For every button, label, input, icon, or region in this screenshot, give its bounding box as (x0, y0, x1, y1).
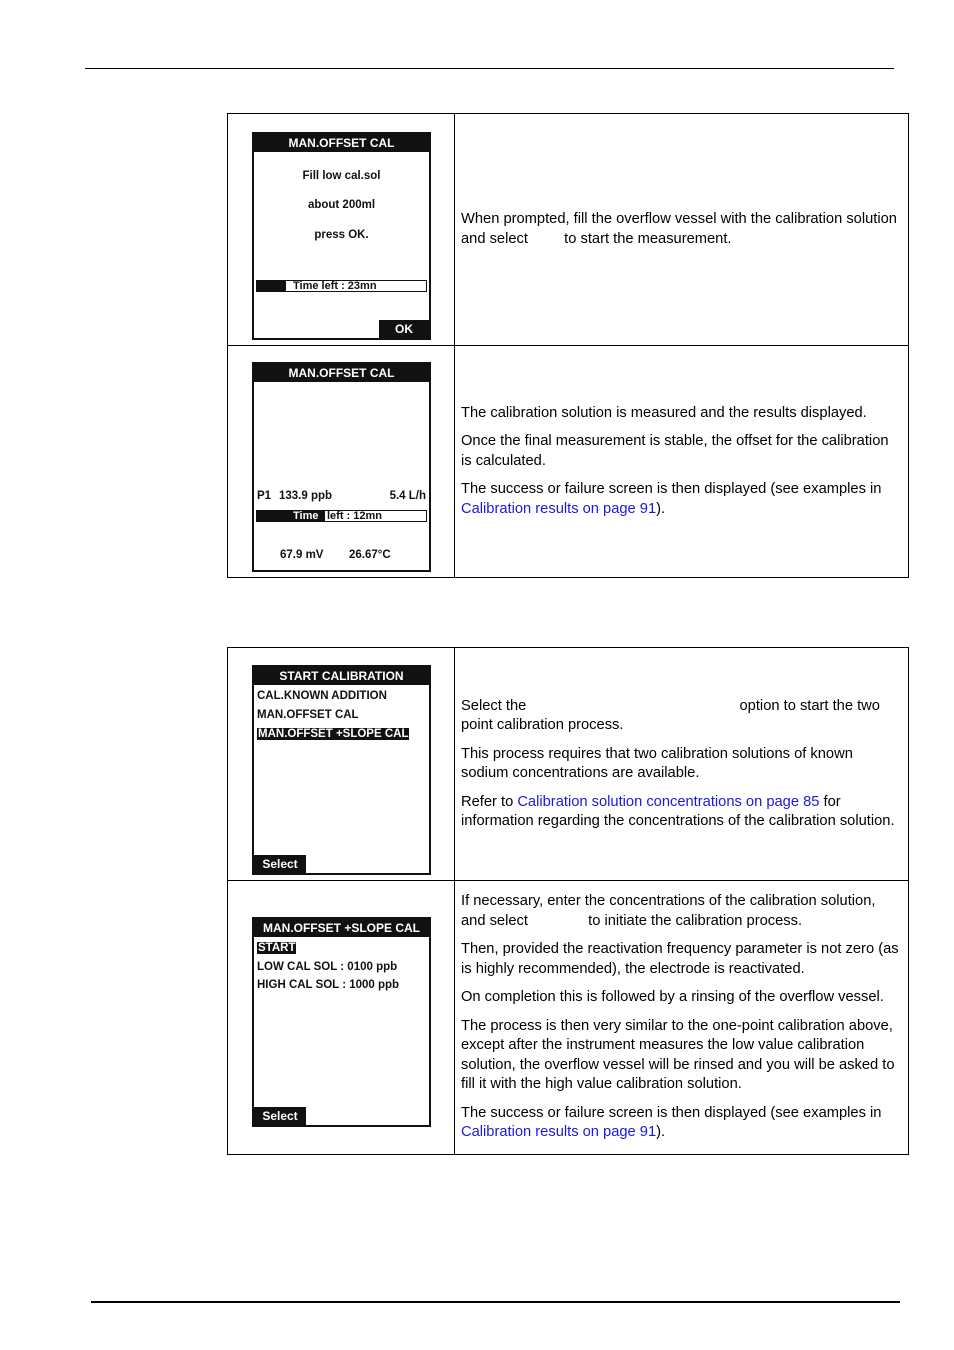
screen-title: MAN.OFFSET CAL (254, 134, 429, 152)
screen-cell (228, 114, 455, 346)
menu-item-known-addition[interactable]: CAL.KNOWN ADDITION (257, 690, 387, 702)
instruction-paragraph: Then, provided the reactivation frequency parameter is not zero (as is highly recommended), the electrode is reactivated. (461, 941, 899, 977)
instruction-text: Refer to (461, 793, 518, 810)
instruction-text: for information regarding the concentrations of the calibration solution. (461, 793, 895, 829)
instruction-text: to initiate the calibration process. (588, 912, 803, 929)
instruction-text: ). (656, 500, 666, 517)
device-screen-measure (252, 362, 431, 572)
instruction-paragraph: The calibration solution is measured and the results displayed. (461, 404, 867, 421)
instruction-cell (455, 881, 909, 1155)
flow-value: 5.4 L/h (389, 490, 426, 502)
calibration-results-link[interactable]: Calibration results on page 91 (461, 500, 657, 517)
select-softkey[interactable]: Select (254, 1107, 306, 1125)
screen-title: MAN.OFFSET CAL (254, 364, 429, 382)
table-row (228, 881, 909, 1155)
screen-line: Fill low cal.sol (302, 170, 381, 182)
instruction-paragraph: On completion this is followed by a rinsing of the overflow vessel. (461, 989, 884, 1006)
instruction-paragraph: This process requires that two calibration solutions of known sodium concentrations are available. (461, 745, 853, 781)
calibration-results-link[interactable]: Calibration results on page 91 (461, 1124, 657, 1141)
instruction-paragraph (461, 1104, 900, 1143)
time-left-text: Time (293, 510, 319, 522)
reading-value: 133.9 ppb (279, 490, 333, 502)
select-softkey[interactable]: Select (254, 855, 306, 873)
ok-softkey[interactable]: OK (379, 320, 429, 338)
low-cal-sol-field[interactable]: LOW CAL SOL : 0100 ppb (257, 961, 398, 973)
instruction-text: option to start the two point calibration process. (461, 697, 880, 733)
screen-cell (228, 648, 455, 881)
mv-value: 67.9 mV (280, 549, 324, 561)
footer-rule (91, 1301, 900, 1303)
offset-slope-cal-steps-table (227, 647, 909, 1155)
instruction-paragraph (461, 480, 900, 519)
menu-item-offset-cal[interactable]: MAN.OFFSET CAL (257, 709, 359, 721)
instruction-paragraph (461, 697, 900, 736)
table-row (228, 648, 909, 881)
instruction-text: When prompted, fill the overflow vessel with the calibration solution and select (461, 211, 897, 247)
high-cal-sol-field[interactable]: HIGH CAL SOL : 1000 ppb (257, 979, 400, 991)
time-left-bar (256, 280, 427, 292)
instruction-text: Select the (461, 697, 527, 714)
screen-line: about 200ml (307, 199, 376, 211)
offset-cal-steps-table (227, 113, 909, 578)
instruction-paragraph: The process is then very similar to the one-point calibration above, except after the instrument measures the low value calibration solution, the overflow vessel will be rinsed and you will be asked to fill it with the high value calibration solution. (461, 1017, 895, 1093)
time-left-text: left : 12mn (327, 510, 383, 522)
instruction-paragraph (461, 210, 900, 249)
screen-title: START CALIBRATION (254, 667, 429, 685)
instruction-paragraph (461, 793, 900, 832)
instruction-text: to start the measurement. (564, 230, 732, 247)
instruction-cell (455, 346, 909, 578)
instruction-text: The success or failure screen is then displayed (see examples in (461, 1104, 882, 1121)
instruction-text: The success or failure screen is then displayed (see examples in (461, 481, 882, 498)
header-rule (85, 68, 894, 69)
table-row (228, 346, 909, 578)
temperature-value: 26.67°C (349, 549, 391, 561)
instruction-cell (455, 648, 909, 881)
menu-item-offset-slope-cal[interactable]: MAN.OFFSET +SLOPE CAL (258, 728, 409, 740)
table-row (228, 114, 909, 346)
screen-cell (228, 346, 455, 578)
screen-cell (228, 881, 455, 1155)
device-screen-offset-slope (252, 917, 431, 1127)
reading-label: P1 (257, 490, 272, 502)
time-left-bar (256, 510, 427, 522)
screen-line: press OK. (314, 229, 369, 241)
start-option[interactable]: START (258, 942, 296, 954)
time-progress-fill (257, 281, 286, 291)
device-screen-start-cal (252, 665, 431, 875)
time-left-text: Time left : 23mn (293, 280, 377, 292)
instruction-paragraph (461, 892, 900, 931)
device-screen-fill (252, 132, 431, 340)
instruction-text: If necessary, enter the concentrations of the calibration solution, and select (461, 893, 876, 929)
instruction-paragraph: Once the final measurement is stable, the offset for the calibration is calculated. (461, 433, 889, 469)
calibration-concentrations-link[interactable]: Calibration solution concentrations on page 85 (517, 793, 820, 810)
screen-title: MAN.OFFSET +SLOPE CAL (254, 919, 429, 937)
instruction-text: ). (656, 1124, 666, 1141)
instruction-cell (455, 114, 909, 346)
